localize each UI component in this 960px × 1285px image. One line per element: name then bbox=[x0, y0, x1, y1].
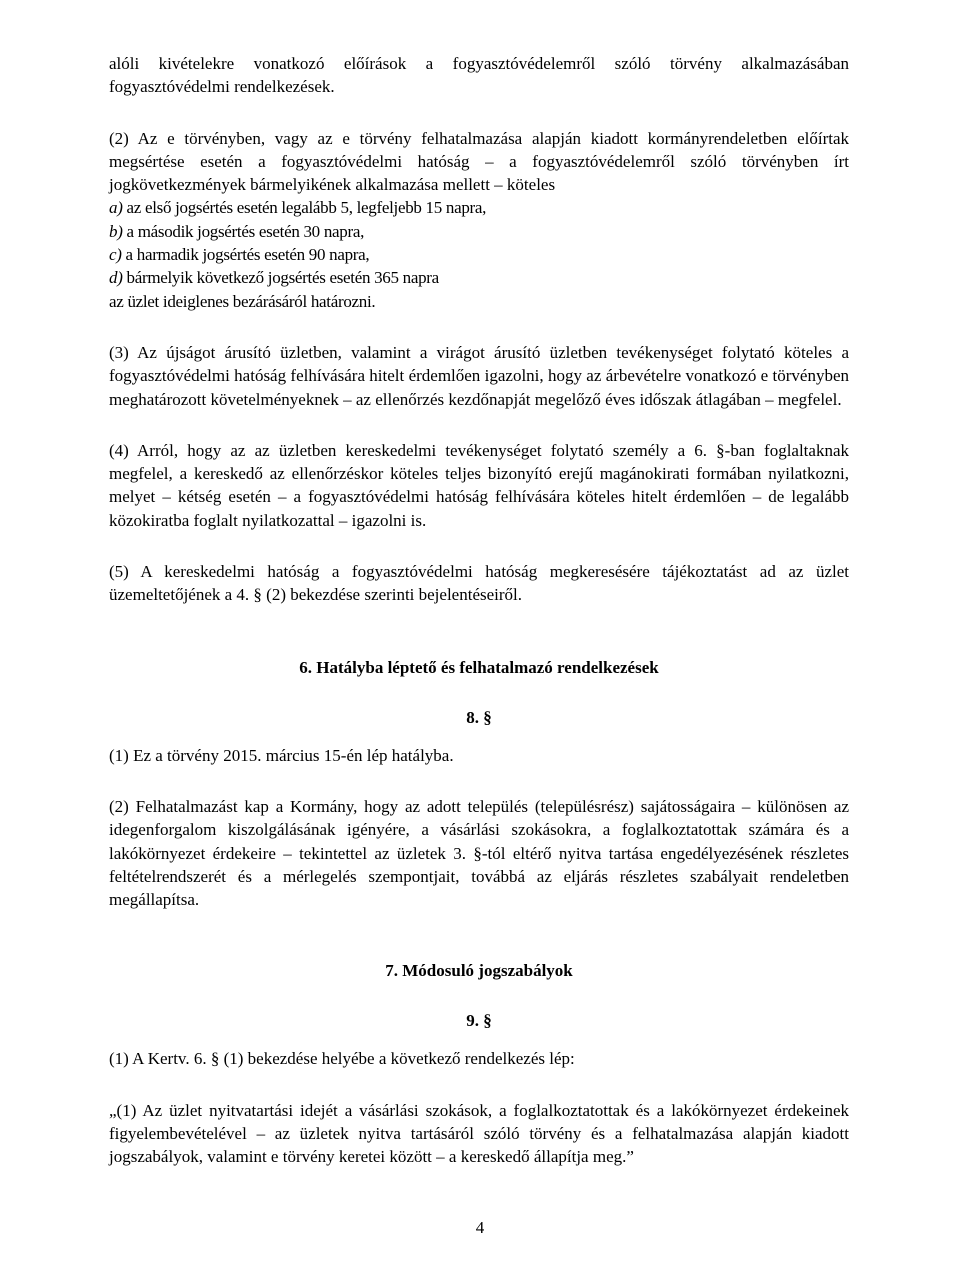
list-item bbox=[109, 196, 849, 219]
section-6-title: 6. Hatályba léptető és felhatalmazó rendelkezések bbox=[299, 657, 659, 677]
item-letter: b) bbox=[109, 221, 123, 241]
document-page bbox=[109, 52, 849, 1169]
section-7-title: 7. Módosuló jogszabályok bbox=[385, 961, 573, 981]
item-letter: d) bbox=[109, 268, 123, 288]
item-text: bármelyik következő jogsértés esetén 365 napra bbox=[122, 268, 439, 288]
item-text: a második jogsértés esetén 30 napra, bbox=[122, 221, 365, 241]
item-text: a harmadik jogsértés esetén 90 napra, bbox=[121, 245, 370, 265]
item-letter: a) bbox=[109, 198, 123, 218]
paragraph-2-closing: az üzlet ideiglenes bezárásáról határozni. bbox=[109, 291, 376, 311]
paragraph-2: (2) Az e törvényben, vagy az e törvény felhatalmazása alapján kiadott kormányrendeletben előírtak megsértése esetén a fogyasztóvédelmi hatóság – a fogyasztóvédelemről szóló törvényben írt jogkövetkezmények bármelyikének alkalmazása mellett – köteles bbox=[109, 128, 849, 195]
article-8-paragraph-2: (2) Felhatalmazást kap a Kormány, hogy az adott település (településrész) sajátosságaira – különösen az idegenforgalom kiszolgálásának igényére, a vásárlási szokásokra, a foglalkoztatottak számára és a lakókörnyezet érdekeire – tekintettel az üzletek 3. §-tól eltérő nyitva tartása engedélyezésének részletes feltételrendszerét és a mérlegelés szempontjait, továbbá az eljárás részletes szabályait rendeletben megállapítsa. bbox=[109, 796, 849, 910]
intro-paragraph: alóli kivételekre vonatkozó előírások a fogyasztóvédelemről szóló törvény alkalmazásában fogyasztóvédelmi rendelkezések. bbox=[109, 54, 849, 97]
paragraph-3: (3) Az újságot árusító üzletben, valamint a virágot árusító üzletben tevékenységet folytató köteles a fogyasztóvédelmi hatóság felhívására hitelt érdemlően igazolni, hogy az árbevételre vonatkozó e törvényben meghatározott követelményeknek – az ellenőrzés kezdőnapját megelőző éves időszak átlagában – megfelel. bbox=[109, 342, 849, 409]
paragraph-4: (4) Arról, hogy az az üzletben kereskedelmi tevékenységet folytató személy a 6. §-ban foglaltaknak megfelel, a kereskedő az ellenőrzéskor köteles teljes bizonyító erejű magánokirati formában nyilatkozni, melyet – kétség esetén – a fogyasztóvédelmi hatóság felhívására köteles hitelt érdemlően – de legalább közokiratba foglalt nyilatkozattal – igazolni is. bbox=[109, 440, 849, 530]
item-letter: c) bbox=[109, 245, 122, 265]
paragraph-2-items bbox=[109, 196, 849, 312]
page-number: 4 bbox=[475, 1218, 485, 1237]
paragraph-5: (5) A kereskedelmi hatóság a fogyasztóvédelmi hatóság megkeresésére tájékoztatást ad az üzlet üzemeltetőjének a 4. § (2) bekezdése szerinti bejelentéseiről. bbox=[109, 562, 849, 605]
list-item bbox=[109, 243, 849, 266]
item-text: az első jogsértés esetén legalább 5, legfeljebb 15 napra, bbox=[122, 198, 487, 218]
article-8-number: 8. § bbox=[466, 707, 492, 727]
list-item bbox=[109, 266, 849, 289]
article-9-quote: „(1) Az üzlet nyitvatartási idejét a vásárlási szokások, a foglalkoztatottak és a lakókörnyezet érdekeinek figyelembevételével – az üzletek nyitva tartásáról szóló törvény és a felhatalmazása alapján kiadott jogszabályok, valamint e törvény keretei között – a kereskedő állapítja meg.” bbox=[109, 1100, 849, 1167]
article-9-number: 9. § bbox=[466, 1011, 492, 1031]
article-8-paragraph-1: (1) Ez a törvény 2015. március 15-én lép hatályba. bbox=[109, 745, 454, 765]
article-9-paragraph-1: (1) A Kertv. 6. § (1) bekezdése helyébe a következő rendelkezés lép: bbox=[109, 1049, 575, 1069]
list-item bbox=[109, 220, 849, 243]
